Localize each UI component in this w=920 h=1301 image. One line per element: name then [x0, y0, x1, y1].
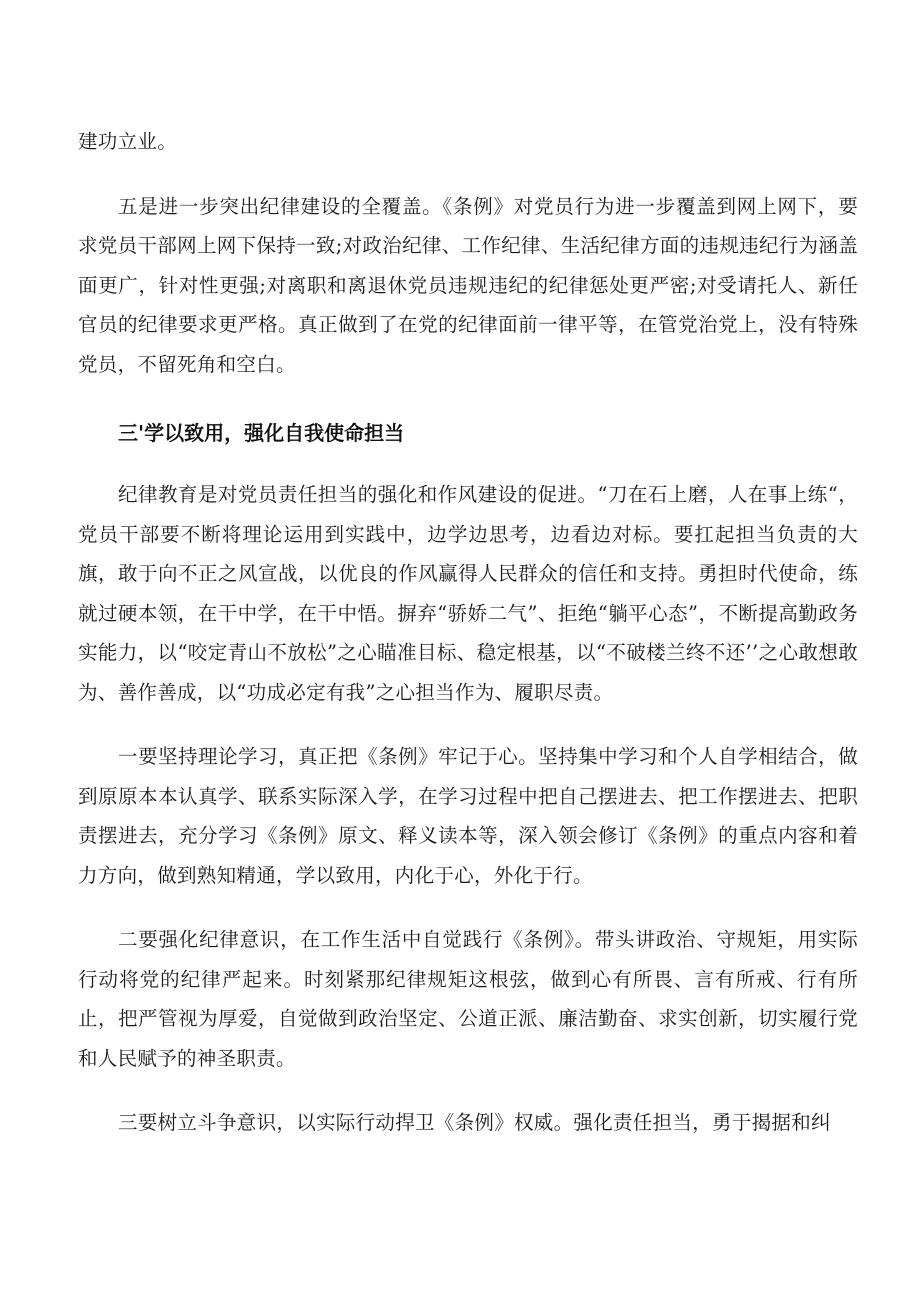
paragraph-point-five: 五是进一步突出纪律建设的全覆盖。《条例》对党员行为进一步覆盖到网上网下，要求党员干部网上网下保持一致;对政治纪律、工作纪律、生活纪律方面的违规违纪行为涵盖面更广，针对性更强;对离职和离退休党员违规违纪的纪律惩处更严密;对受请托人、新任官员的纪律要求更严格。真正做到了在党的纪律面前一律平等，在管党治党上，没有特殊党员，不留死角和空白。 [78, 194, 858, 376]
section-heading: 三'学以致用，强化自我使命担当 [118, 421, 405, 445]
paragraph-continuation: 建功立业。 [78, 130, 178, 153]
paragraph-point-three: 三要树立斗争意识，以实际行动捍卫《条例》权威。强化责任担当，勇于揭据和纠 [118, 1111, 831, 1134]
paragraph-point-one: 一要坚持理论学习，真正把《条例》牢记于心。坚持集中学习和个人自学相结合，做到原原本本认真学、联系实际深入学，在学习过程中把自己摆进去、把工作摆进去、把职责摆进去，充分学习《条例》原文、释义读本等，深入领会修订《条例》的重点内容和着力方向，做到熟知精通，学以致用，内化于心，外化于行。 [78, 745, 858, 887]
paragraph-point-two: 二要强化纪律意识，在工作生活中自觉践行《条例》。带头讲政治、守规矩，用实际行动将党的纪律严起来。时刻紧那纪律规矩这根弦，做到心有所畏、言有所戒、行有所止，把严管视为厚爱，自觉做到政治坚定、公道正派、廉洁勤奋、求实创新，切实履行党和人民赋予的神圣职责。 [78, 928, 858, 1070]
paragraph-discipline-education: 纪律教育是对党员责任担当的强化和作风建设的促进。“刀在石上磨，人在事上练“，党员干部要不断将理论运用到实践中，边学边思考，边看边对标。要扛起担当负责的大旗，敢于向不正之风宣战，以优良的作风赢得人民群众的信任和支持。勇担时代使命，练就过硬本领，在干中学，在干中悟。摒弃“骄娇二气”、拒绝“躺平心态”，不断提高勤政务实能力，以“咬定青山不放松”之心瞄准目标、稳定根基，以“不破楼兰终不还’’之心敢想敢为、善作善成，以“功成必定有我”之心担当作为、履职尽责。 [78, 483, 858, 704]
